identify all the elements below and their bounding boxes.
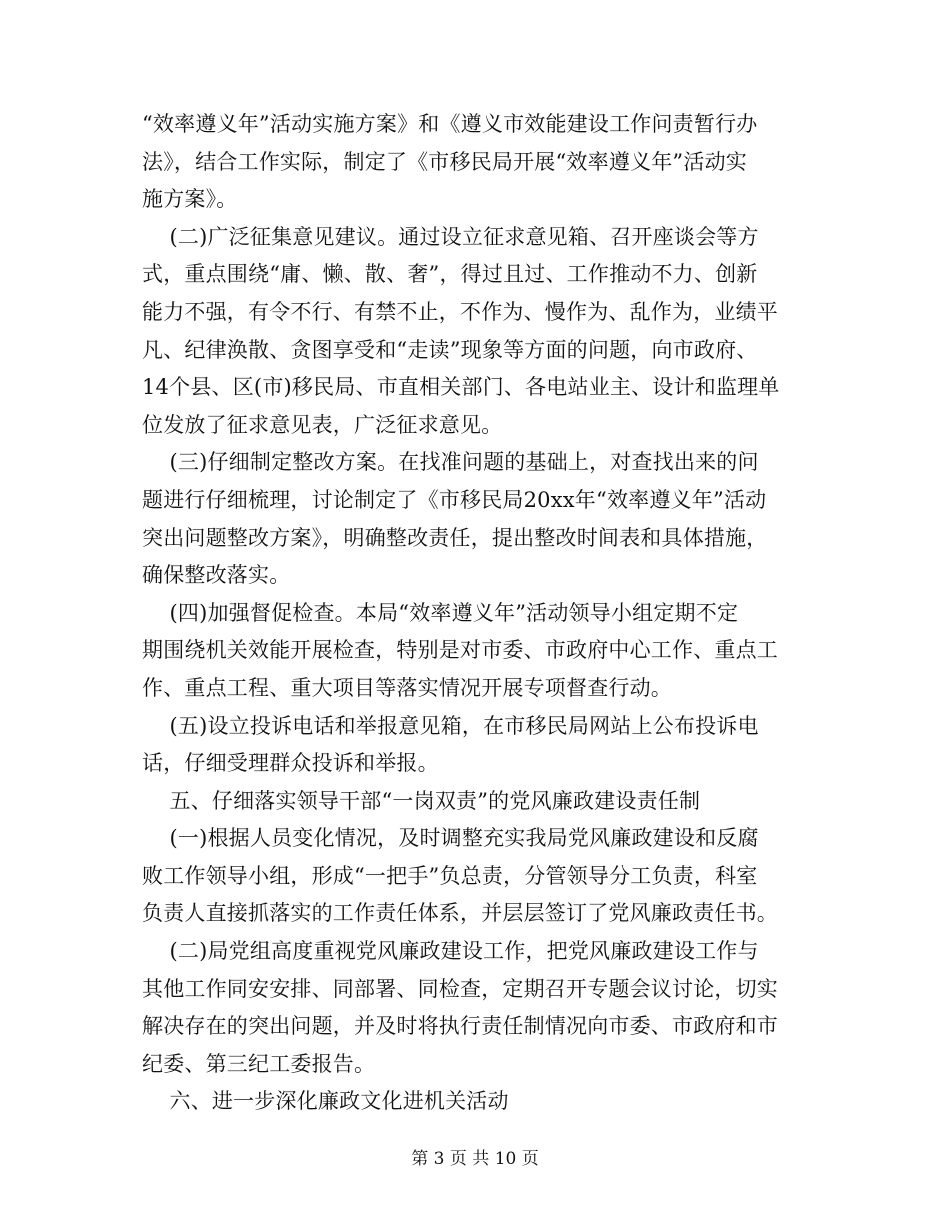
- text-line: 凡、纪律涣散、贪图享受和“走读”现象等方面的问题，向市政府、: [142, 337, 758, 362]
- text-line: 式，重点围绕“庸、懒、散、奢”，得过且过、工作推动不力、创新: [142, 262, 758, 287]
- text-line: 解决存在的突出问题，并及时将执行责任制情况向市委、市政府和市: [142, 1014, 778, 1039]
- page-footer: 第 3 页 共 10 页: [411, 1149, 539, 1169]
- text-line: 突出问题整改方案》，明确整改责任，提出整改时间表和具体措施，: [142, 525, 768, 550]
- text-line: (二)局党组高度重视党风廉政建设工作，把党风廉政建设工作与: [142, 939, 759, 964]
- text-line: 法》，结合工作实际，制定了《市移民局开展“效率遵义年”活动实: [142, 149, 747, 174]
- text-line: 期围绕机关效能开展检查，特别是对市委、市政府中心工作、重点工: [142, 638, 778, 663]
- text-line: 题进行仔细梳理，讨论制定了《市移民局20xx年“效率遵义年”活动: [142, 487, 767, 512]
- text-line: (五)设立投诉电话和举报意见箱，在市移民局网站上公布投诉电: [142, 713, 759, 738]
- text-line: 话，仔细受理群众投诉和举报。: [142, 751, 439, 776]
- text-line: “效率遵义年”活动实施方案》和《遵义市效能建设工作问责暂行办: [142, 112, 758, 136]
- text-line: 负责人直接抓落实的工作责任体系，并层层签订了党风廉政责任书。: [142, 901, 778, 926]
- document-body: [142, 106, 802, 1121]
- text-line: (四)加强督促检查。本局“效率遵义年”活动领导小组定期不定: [142, 600, 739, 625]
- text-line: (二)广泛征集意见建议。通过设立征求意见箱、召开座谈会等方: [142, 224, 759, 249]
- text-line: 能力不强，有令不行、有禁不止，不作为、慢作为、乱作为，业绩平: [142, 299, 778, 324]
- text-line: 败工作领导小组，形成“一把手”负总责，分管领导分工负责，科室: [142, 863, 758, 888]
- text-line: 位发放了征求意见表，广泛征求意见。: [142, 412, 503, 437]
- text-line: (三)仔细制定整改方案。在找准问题的基础上，对查找出来的问: [142, 450, 759, 475]
- text-line: 纪委、第三纪工委报告。: [142, 1051, 376, 1076]
- text-line: 确保整改落实。: [142, 563, 291, 588]
- text-line: 作、重点工程、重大项目等落实情况开展专项督查行动。: [142, 675, 672, 700]
- section-heading: 六、进一步深化廉政文化进机关活动: [142, 1089, 509, 1114]
- section-heading: 五、仔细落实领导干部“一岗双责”的党风廉政建设责任制: [142, 788, 701, 813]
- text-line: 施方案》。: [142, 187, 238, 212]
- text-line: 14个县、区(市)移民局、市直相关部门、各电站业主、设计和监理单: [142, 375, 780, 400]
- text-line: 其他工作同安安排、同部署、同检查，定期召开专题会议讨论，切实: [142, 976, 778, 1001]
- text-line: (一)根据人员变化情况，及时调整充实我局党风廉政建设和反腐: [142, 826, 759, 851]
